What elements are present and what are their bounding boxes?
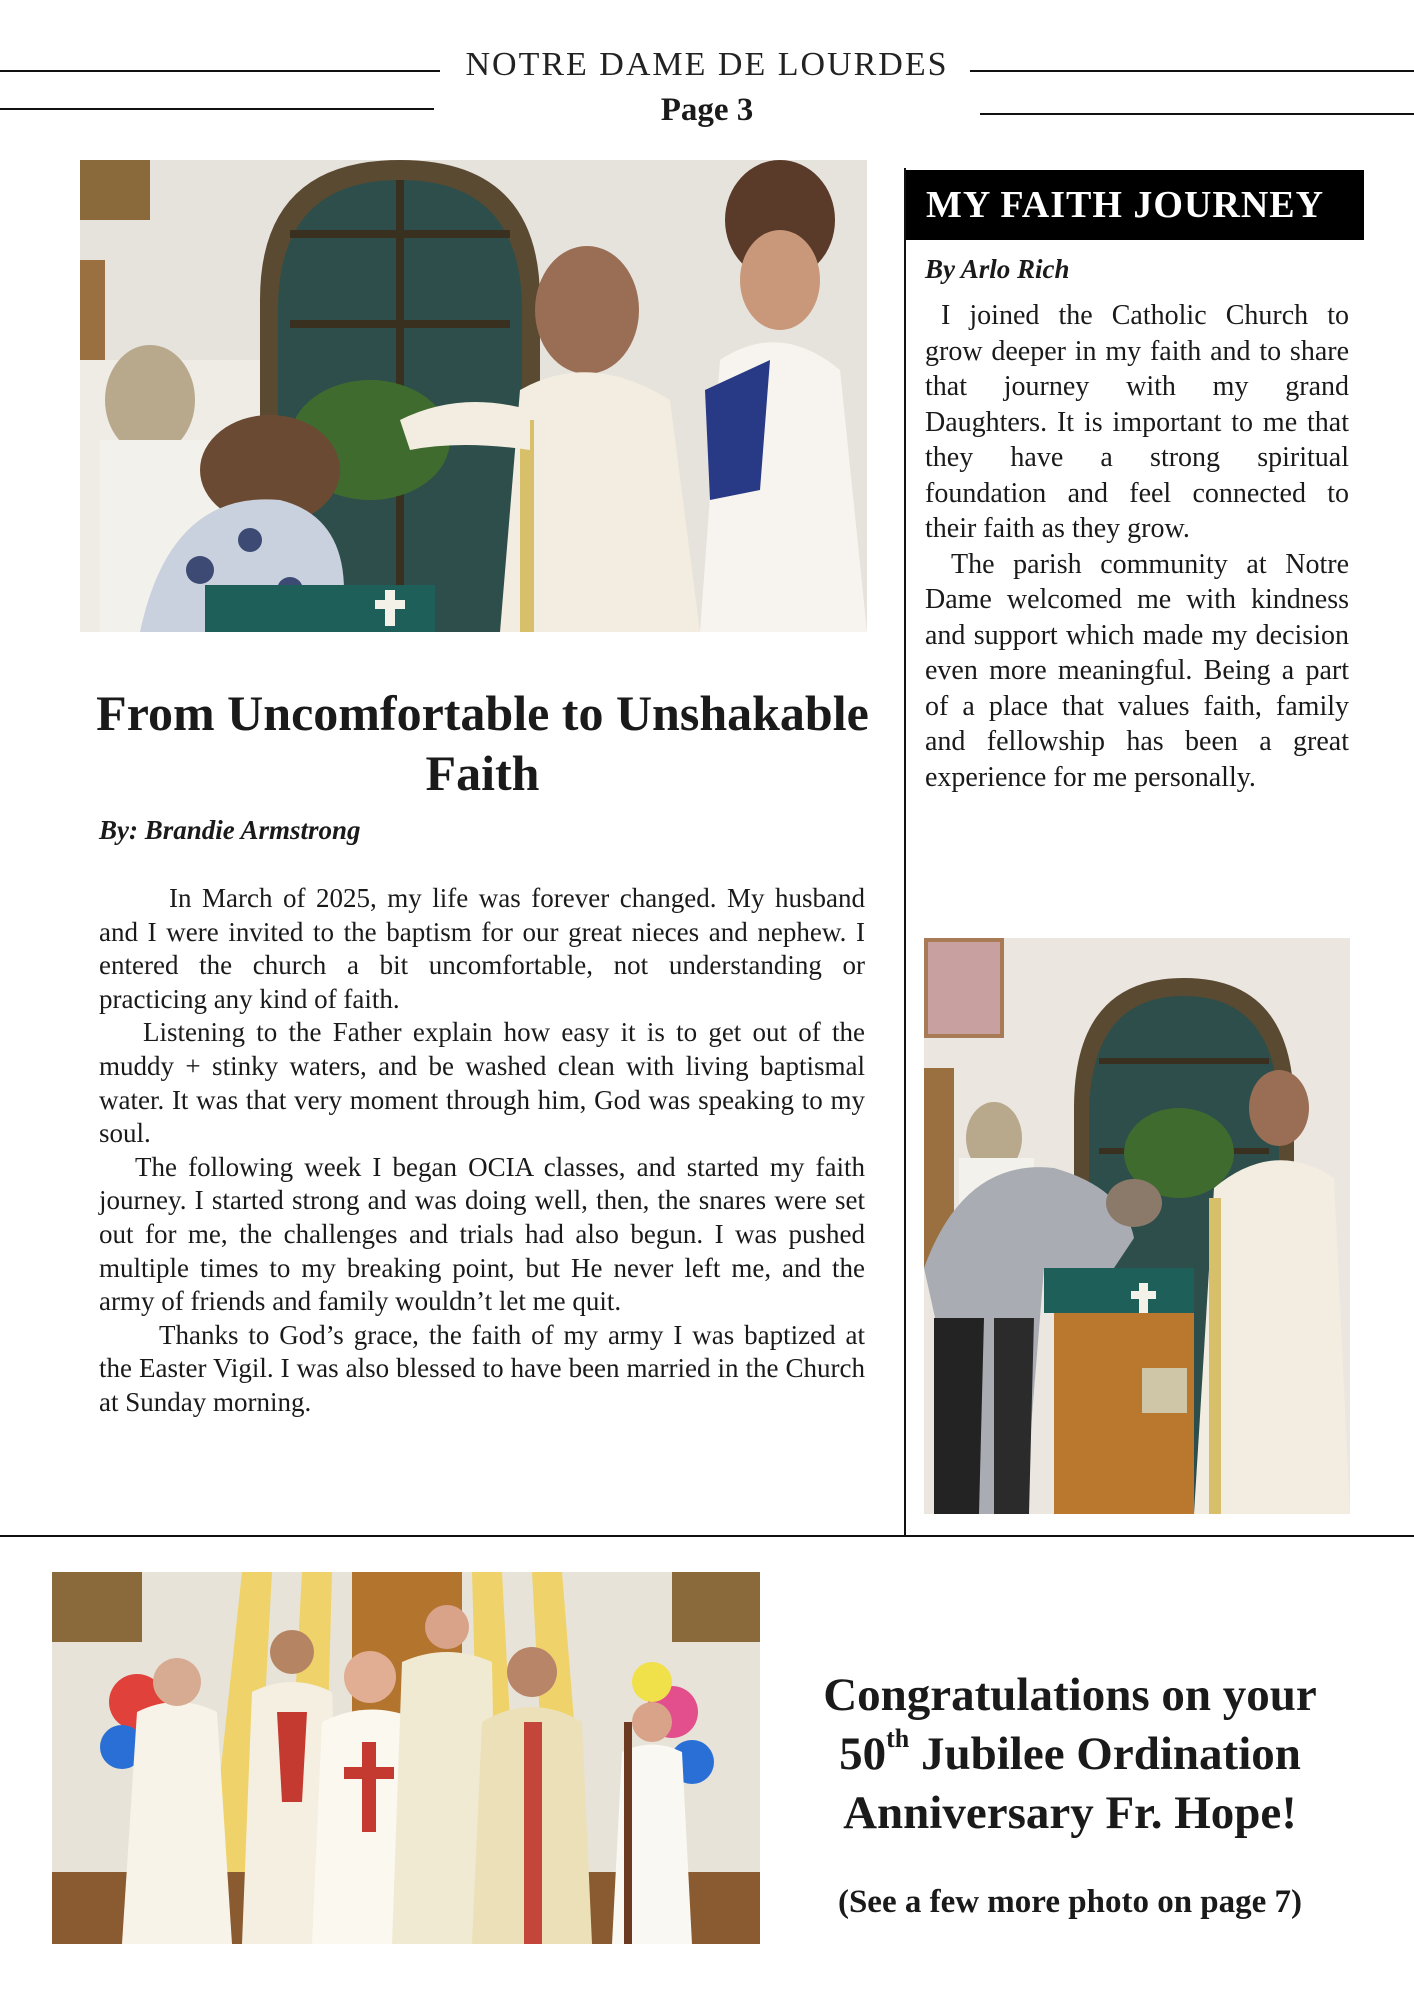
- sidebar-byline: By Arlo Rich: [925, 254, 1070, 284]
- congrats-line-2: [760, 1725, 1380, 1784]
- congrats-line-3: Anniversary Fr. Hope!: [843, 1787, 1297, 1839]
- see-more-note: (See a few more photo on page 7): [837, 1884, 1303, 1920]
- page-number: Page 3: [660, 92, 754, 128]
- clergy-group-photo: [52, 1572, 760, 1944]
- publication-title: NOTRE DAME DE LOURDES: [465, 46, 949, 83]
- ordinal-suffix: th: [886, 1724, 910, 1753]
- article-paragraph: Thanks to God’s grace, the faith of my army I was baptized at the Easter Vigil. I was also blessed to have been married in the Church at Sunday morning.: [99, 1319, 865, 1417]
- jubilee-number: 50: [839, 1728, 887, 1780]
- baptism-photo-main: [80, 160, 867, 632]
- article-title: From Uncomfortable to Unshakable Faith: [96, 685, 869, 801]
- article-body: [99, 882, 865, 1420]
- congrats-line-2-text: Jubilee Ordination: [909, 1728, 1301, 1780]
- congratulations-message: [760, 1666, 1380, 1843]
- congrats-line-1: Congratulations on your: [823, 1669, 1317, 1721]
- baptism-photo-side: [924, 938, 1350, 1514]
- article-paragraph: Listening to the Father explain how easy it is to get out of the muddy + stinky waters, and be washed clean with living baptismal water. It was that very moment through him, God was speaking to my soul.: [99, 1017, 865, 1149]
- sidebar-paragraph: The parish community at Notre Dame welcomed me with kindness and support which made my decision even more meaningful. Being a part of a place that values faith, family and fellowship has been a great experience for me personally.: [925, 548, 1349, 793]
- sidebar-paragraph: I joined the Catholic Church to grow deeper in my faith and to share that journey with my grand Daughters. It is important to me that they have a strong spiritual foundation and feel connected to their faith as they grow.: [925, 300, 1349, 544]
- article-byline: By: Brandie Armstrong: [99, 815, 361, 845]
- sidebar-body: [925, 298, 1349, 795]
- article-paragraph: In March of 2025, my life was forever changed. My husband and I were invited to the baptism for our great nieces and nephew. I entered the church a bit uncomfortable, not understanding or practicing any kind of faith.: [99, 883, 865, 1014]
- column-divider: [904, 168, 906, 1536]
- section-divider: [0, 1535, 1414, 1537]
- sidebar-heading: MY FAITH JOURNEY: [906, 170, 1364, 240]
- article-paragraph: The following week I began OCIA classes, and started my faith journey. I started strong and was doing well, then, the snares were set out for me, the challenges and trials had also begun. I was pushed multiple times to my breaking point, but He never left me, and the army of friends and family wouldn’t let me quit.: [99, 1151, 865, 1317]
